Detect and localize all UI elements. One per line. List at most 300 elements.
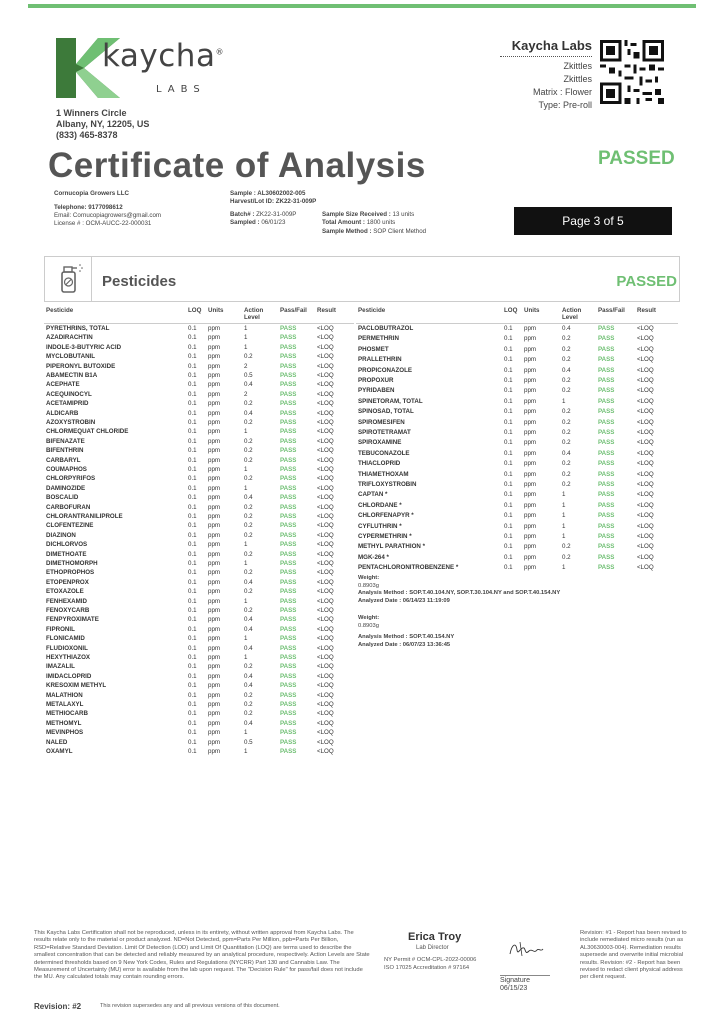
pesticide-name: SPINOSAD, TOTAL — [358, 408, 414, 416]
units-value: ppm — [524, 325, 537, 332]
units-value: ppm — [524, 543, 537, 551]
action-level: 0.2 — [244, 663, 253, 671]
units-value: ppm — [524, 449, 537, 457]
pass-fail: PASS — [280, 701, 297, 708]
table-row — [356, 346, 678, 356]
units-value: ppm — [208, 663, 221, 671]
action-level: 2 — [244, 390, 248, 398]
pesticide-name: CHLORMEQUAT CHLORIDE — [46, 428, 129, 436]
units-value: ppm — [208, 560, 221, 567]
units-value: ppm — [524, 470, 537, 478]
pass-fail: PASS — [598, 356, 615, 364]
pesticide-name: CHLORFENAPYR * — [358, 512, 414, 520]
action-level: 0.4 — [562, 366, 571, 374]
action-level: 0.2 — [244, 456, 253, 464]
pass-fail: PASS — [280, 588, 297, 596]
result-value: <LOQ — [317, 616, 334, 624]
pass-fail: PASS — [598, 512, 615, 520]
units-value: ppm — [524, 377, 537, 384]
action-level: 1 — [244, 334, 248, 342]
pass-fail: PASS — [280, 597, 297, 605]
pass-fail: PASS — [280, 390, 297, 398]
table-row — [356, 367, 678, 377]
pass-fail: PASS — [280, 710, 297, 718]
result-value: <LOQ — [317, 663, 334, 671]
signer-name: Erica Troy — [408, 931, 462, 943]
section-title: Pesticides — [102, 273, 177, 290]
result-value: <LOQ — [317, 701, 334, 708]
loq-value: 0.1 — [188, 569, 197, 577]
loq-value: 0.1 — [188, 343, 197, 351]
revision-note: This revision supersedes any and all previous versions of this document. — [100, 1003, 280, 1009]
table-row — [356, 387, 678, 397]
loq-value: 0.1 — [188, 738, 197, 746]
result-value: <LOQ — [317, 569, 334, 577]
result-value: <LOQ — [637, 439, 654, 447]
pesticide-name: BIFENTHRIN — [46, 447, 84, 455]
result-value: <LOQ — [637, 491, 654, 499]
action-level: 0.4 — [244, 616, 253, 624]
action-level: 0.2 — [244, 513, 253, 520]
result-value: <LOQ — [317, 447, 334, 455]
pesticide-name: FLUDIOXONIL — [46, 644, 88, 652]
action-level: 1 — [562, 564, 566, 572]
result-value: <LOQ — [637, 429, 654, 436]
loq-value: 0.1 — [504, 543, 513, 551]
qr-code-icon — [600, 40, 664, 104]
units-value: ppm — [524, 345, 537, 353]
pass-fail: PASS — [280, 578, 297, 586]
loq-value: 0.1 — [188, 325, 197, 332]
loq-value: 0.1 — [188, 729, 197, 737]
action-level: 1 — [244, 748, 248, 755]
pesticide-name: MGK-264 * — [358, 553, 389, 561]
action-level: 1 — [244, 560, 248, 567]
table-row — [44, 748, 354, 758]
pass-fail: PASS — [280, 682, 297, 690]
loq-value: 0.1 — [188, 390, 197, 398]
result-value: <LOQ — [317, 710, 334, 718]
pesticide-name: ETHOPROPHOS — [46, 569, 95, 577]
pesticide-name: SPIROXAMINE — [358, 439, 402, 447]
pesticide-name: ACEPHATE — [46, 381, 80, 389]
units-value: ppm — [208, 654, 221, 661]
pass-fail: PASS — [280, 672, 297, 680]
action-level: 0.2 — [562, 553, 571, 561]
pesticide-name: KRESOXIM METHYL — [46, 682, 107, 690]
action-level: 0.4 — [244, 494, 253, 502]
pass-fail: PASS — [598, 377, 615, 384]
pass-fail: PASS — [280, 419, 297, 426]
units-value: ppm — [208, 503, 221, 511]
units-value: ppm — [524, 481, 537, 488]
pesticide-name: PACLOBUTRAZOL — [358, 325, 414, 332]
product-info: Zkittles Zkittles Matrix : Flower Type: Pre-roll — [532, 61, 592, 110]
units-value: ppm — [208, 635, 221, 643]
pesticide-name: SPIROTETRAMAT — [358, 429, 411, 436]
action-level: 0.2 — [244, 701, 253, 708]
pass-fail: PASS — [598, 449, 615, 457]
units-value: ppm — [524, 429, 537, 436]
result-value: <LOQ — [317, 381, 334, 389]
revision-history: Revision: #1 - Report has been revised to include remediated micro results (run as AL30630003-004). Remediation results supersede and overwrite initial microbial results. Revision: #2 - Report has been revised to redact client physical address per client request. — [580, 930, 687, 981]
result-value: <LOQ — [637, 408, 654, 416]
pesticide-name: DICHLORVOS — [46, 541, 88, 549]
loq-value: 0.1 — [188, 560, 197, 567]
loq-value: 0.1 — [188, 607, 197, 614]
action-level: 1 — [562, 533, 566, 540]
result-value: <LOQ — [637, 397, 654, 405]
result-value: <LOQ — [317, 625, 334, 633]
action-level: 1 — [244, 541, 248, 549]
revision-label: Revision: #2 — [34, 1002, 82, 1011]
pass-fail: PASS — [280, 475, 297, 483]
page-indicator: Page 3 of 5 — [514, 207, 672, 235]
pesticide-name: METHOMYL — [46, 719, 82, 727]
result-value: <LOQ — [317, 390, 334, 398]
pass-fail: PASS — [598, 335, 615, 343]
pass-fail: PASS — [598, 491, 615, 499]
result-value: <LOQ — [637, 387, 654, 395]
pass-fail: PASS — [280, 691, 297, 699]
lab-address: 1 Winners Circle Albany, NY, 12205, US (833) 465-8378 — [56, 108, 150, 140]
pesticide-name: ALDICARB — [46, 409, 79, 417]
pesticide-name: CARBARYL — [46, 456, 81, 464]
result-value: <LOQ — [317, 748, 334, 755]
loq-value: 0.1 — [504, 522, 513, 530]
pesticide-name: MYCLOBUTANIL — [46, 353, 96, 361]
pass-fail: PASS — [598, 429, 615, 436]
loq-value: 0.1 — [188, 447, 197, 455]
pass-fail: PASS — [598, 481, 615, 488]
units-value: ppm — [524, 366, 537, 374]
result-value: <LOQ — [637, 481, 654, 488]
loq-value: 0.1 — [504, 470, 513, 478]
pesticide-name: CYFLUTHRIN * — [358, 522, 402, 530]
table-row — [356, 471, 678, 481]
pesticide-name: PHOSMET — [358, 345, 389, 353]
result-value: <LOQ — [637, 449, 654, 457]
units-value: ppm — [524, 335, 537, 343]
action-level: 0.2 — [244, 691, 253, 699]
pass-fail: PASS — [280, 644, 297, 652]
units-value: ppm — [208, 738, 221, 746]
action-level: 0.2 — [244, 437, 253, 445]
units-value: ppm — [208, 372, 221, 379]
loq-value: 0.1 — [188, 672, 197, 680]
action-level: 0.4 — [562, 325, 571, 332]
pesticide-name: METHYL PARATHION * — [358, 543, 426, 551]
units-value: ppm — [208, 597, 221, 605]
pass-fail: PASS — [280, 522, 297, 530]
loq-value: 0.1 — [504, 439, 513, 447]
pass-fail: PASS — [598, 501, 615, 509]
loq-value: 0.1 — [188, 588, 197, 596]
result-value: <LOQ — [317, 343, 334, 351]
pass-fail: PASS — [280, 343, 297, 351]
pesticide-name: IMIDACLOPRID — [46, 672, 92, 680]
units-value: ppm — [524, 512, 537, 520]
action-level: 0.4 — [244, 409, 253, 417]
action-level: 0.2 — [244, 710, 253, 718]
pesticide-name: PROPOXUR — [358, 377, 394, 384]
loq-value: 0.1 — [504, 377, 513, 384]
result-value: <LOQ — [317, 550, 334, 558]
loq-value: 0.1 — [188, 710, 197, 718]
action-level: 1 — [244, 484, 248, 492]
table-row — [356, 512, 678, 522]
result-value: <LOQ — [317, 334, 334, 342]
result-value: <LOQ — [317, 597, 334, 605]
units-value: ppm — [208, 409, 221, 417]
action-level: 0.2 — [244, 475, 253, 483]
result-value: <LOQ — [317, 353, 334, 361]
lab-name: Kaycha Labs — [511, 38, 592, 53]
pass-fail: PASS — [280, 513, 297, 520]
table-row — [356, 408, 678, 418]
action-level: 0.4 — [244, 719, 253, 727]
pesticide-name: FIPRONIL — [46, 625, 75, 633]
loq-value: 0.1 — [188, 334, 197, 342]
action-level: 0.2 — [244, 400, 253, 408]
pesticide-name: METALAXYL — [46, 701, 84, 708]
pesticide-name: ETOPENPROX — [46, 578, 89, 586]
loq-value: 0.1 — [188, 682, 197, 690]
loq-value: 0.1 — [188, 409, 197, 417]
pass-fail: PASS — [598, 543, 615, 551]
pass-fail: PASS — [280, 484, 297, 492]
pesticide-name: TEBUCONAZOLE — [358, 449, 410, 457]
action-level: 0.2 — [562, 418, 571, 426]
result-value: <LOQ — [637, 564, 654, 572]
units-value: ppm — [208, 729, 221, 737]
accreditation-info: NY Permit # OCM-CPL-2022-00006 ISO 17025 Accreditation # 97164 — [384, 957, 477, 971]
action-level: 0.5 — [244, 738, 253, 746]
result-value: <LOQ — [637, 512, 654, 520]
analysis-info: Weight: 0.8903g Analysis Method : SOP.T.40.104.NY, SOP.T.30.104.NY and SOP.T.40.154.NY Analyzed Date : 06/14/23 11:19:09 Weight: 0.8903g Analysis Method : SOP.T.40.154.NY Analyzed Date : 06/07/23 13:36:45 — [358, 575, 561, 648]
units-value: ppm — [208, 325, 221, 332]
pesticide-name: CARBOFURAN — [46, 503, 91, 511]
pesticide-name: THIACLOPRID — [358, 460, 401, 468]
pesticide-name: ACETAMIPRID — [46, 400, 89, 408]
pass-fail: PASS — [280, 381, 297, 389]
result-value: <LOQ — [317, 362, 334, 370]
pass-fail: PASS — [280, 503, 297, 511]
action-level: 0.4 — [244, 578, 253, 586]
pesticide-name: CHLORPYRIFOS — [46, 475, 96, 483]
pass-fail: PASS — [280, 334, 297, 342]
units-value: ppm — [524, 408, 537, 416]
result-value: <LOQ — [637, 325, 654, 332]
units-value: ppm — [524, 491, 537, 499]
result-value: <LOQ — [317, 372, 334, 379]
action-level: 1 — [562, 501, 566, 509]
pesticide-name: HEXYTHIAZOX — [46, 654, 91, 661]
loq-value: 0.1 — [188, 475, 197, 483]
loq-value: 0.1 — [504, 449, 513, 457]
units-value: ppm — [208, 672, 221, 680]
loq-value: 0.1 — [188, 353, 197, 361]
result-value: <LOQ — [317, 738, 334, 746]
loq-value: 0.1 — [188, 437, 197, 445]
loq-value: 0.1 — [188, 466, 197, 473]
loq-value: 0.1 — [188, 381, 197, 389]
pass-fail: PASS — [598, 325, 615, 332]
units-value: ppm — [524, 356, 537, 364]
loq-value: 0.1 — [188, 372, 197, 379]
units-value: ppm — [208, 362, 221, 370]
result-value: <LOQ — [317, 691, 334, 699]
units-value: ppm — [208, 456, 221, 464]
pass-fail: PASS — [280, 531, 297, 539]
units-value: ppm — [208, 343, 221, 351]
action-level: 0.2 — [244, 569, 253, 577]
units-value: ppm — [208, 334, 221, 342]
loq-value: 0.1 — [188, 362, 197, 370]
units-value: ppm — [208, 484, 221, 492]
pass-fail: PASS — [280, 569, 297, 577]
result-value: <LOQ — [637, 460, 654, 468]
pesticide-table-right — [356, 307, 678, 577]
loq-value: 0.1 — [504, 553, 513, 561]
pesticide-name: PYRIDABEN — [358, 387, 395, 395]
units-value: ppm — [524, 387, 537, 395]
pass-fail: PASS — [280, 372, 297, 379]
table-row — [356, 419, 678, 429]
pass-fail: PASS — [280, 560, 297, 567]
pass-fail: PASS — [280, 719, 297, 727]
units-value: ppm — [208, 428, 221, 436]
result-value: <LOQ — [317, 607, 334, 614]
action-level: 1 — [562, 522, 566, 530]
loq-value: 0.1 — [504, 387, 513, 395]
result-value: <LOQ — [317, 494, 334, 502]
loq-value: 0.1 — [188, 635, 197, 643]
pesticides-panel — [44, 256, 680, 302]
action-level: 0.4 — [244, 644, 253, 652]
pass-fail: PASS — [280, 616, 297, 624]
action-level: 0.2 — [244, 503, 253, 511]
result-value: <LOQ — [637, 418, 654, 426]
loq-value: 0.1 — [504, 512, 513, 520]
pesticide-name: CAPTAN * — [358, 491, 388, 499]
action-level: 1 — [244, 597, 248, 605]
result-value: <LOQ — [317, 644, 334, 652]
section-status: PASSED — [616, 273, 677, 290]
loq-value: 0.1 — [504, 533, 513, 540]
units-value: ppm — [208, 531, 221, 539]
pesticide-name: SPINETORAM, TOTAL — [358, 397, 423, 405]
action-level: 0.2 — [562, 377, 571, 384]
table-row — [356, 450, 678, 460]
table-header: Pesticide LOQ Units Action Level Pass/Fail Result — [44, 307, 354, 324]
result-value: <LOQ — [317, 560, 334, 567]
action-level: 0.2 — [244, 550, 253, 558]
pass-fail: PASS — [598, 397, 615, 405]
units-value: ppm — [208, 578, 221, 586]
result-value: <LOQ — [317, 531, 334, 539]
loq-value: 0.1 — [504, 345, 513, 353]
pesticide-name: AZADIRACHTIN — [46, 334, 93, 342]
action-level: 1 — [244, 343, 248, 351]
result-value: <LOQ — [317, 682, 334, 690]
pesticide-name: DAMINOZIDE — [46, 484, 86, 492]
spray-bottle-icon — [45, 257, 91, 301]
result-value: <LOQ — [317, 578, 334, 586]
result-value: <LOQ — [637, 553, 654, 561]
pesticide-name: PYRETHRINS, TOTAL — [46, 325, 110, 332]
pesticide-name: DIAZINON — [46, 531, 76, 539]
table-row — [356, 554, 678, 564]
units-value: ppm — [208, 475, 221, 483]
pesticide-name: CHLORANTRANILIPROLE — [46, 513, 123, 520]
signature-image — [506, 936, 546, 962]
loq-value: 0.1 — [504, 460, 513, 468]
units-value: ppm — [524, 418, 537, 426]
pesticide-name: NALED — [46, 738, 68, 746]
result-value: <LOQ — [317, 522, 334, 530]
action-level: 0.2 — [244, 607, 253, 614]
pass-fail: PASS — [280, 362, 297, 370]
pesticide-name: CHLORDANE * — [358, 501, 402, 509]
pass-fail: PASS — [280, 729, 297, 737]
loq-value: 0.1 — [188, 644, 197, 652]
pass-fail: PASS — [280, 400, 297, 408]
result-value: <LOQ — [317, 409, 334, 417]
loq-value: 0.1 — [504, 491, 513, 499]
action-level: 0.2 — [244, 447, 253, 455]
pass-fail: PASS — [280, 437, 297, 445]
loq-value: 0.1 — [188, 578, 197, 586]
pass-fail: PASS — [598, 553, 615, 561]
pass-fail: PASS — [598, 418, 615, 426]
action-level: 1 — [244, 325, 248, 332]
pass-fail: PASS — [598, 387, 615, 395]
pass-fail: PASS — [280, 635, 297, 643]
loq-value: 0.1 — [188, 597, 197, 605]
action-level: 1 — [562, 397, 566, 405]
action-level: 0.4 — [562, 449, 571, 457]
units-value: ppm — [208, 701, 221, 708]
table-row — [356, 356, 678, 366]
units-value: ppm — [208, 513, 221, 520]
action-level: 0.5 — [244, 372, 253, 379]
loq-value: 0.1 — [188, 419, 197, 426]
action-level: 0.2 — [562, 439, 571, 447]
loq-value: 0.1 — [504, 356, 513, 364]
result-value: <LOQ — [637, 522, 654, 530]
action-level: 1 — [244, 635, 248, 643]
loq-value: 0.1 — [188, 513, 197, 520]
action-level: 0.2 — [244, 419, 253, 426]
action-level: 1 — [244, 466, 248, 473]
table-row — [356, 439, 678, 449]
loq-value: 0.1 — [188, 550, 197, 558]
pesticide-name: FENPYROXIMATE — [46, 616, 99, 624]
pesticide-name: DIMETHOMORPH — [46, 560, 98, 567]
table-row — [356, 460, 678, 470]
result-value: <LOQ — [317, 456, 334, 464]
pass-fail: PASS — [280, 625, 297, 633]
units-value: ppm — [208, 494, 221, 502]
loq-value: 0.1 — [188, 503, 197, 511]
pesticide-name: ACEQUINOCYL — [46, 390, 92, 398]
units-value: ppm — [524, 397, 537, 405]
action-level: 1 — [562, 491, 566, 499]
units-value: ppm — [208, 644, 221, 652]
units-value: ppm — [524, 564, 537, 572]
action-level: 0.2 — [562, 356, 571, 364]
